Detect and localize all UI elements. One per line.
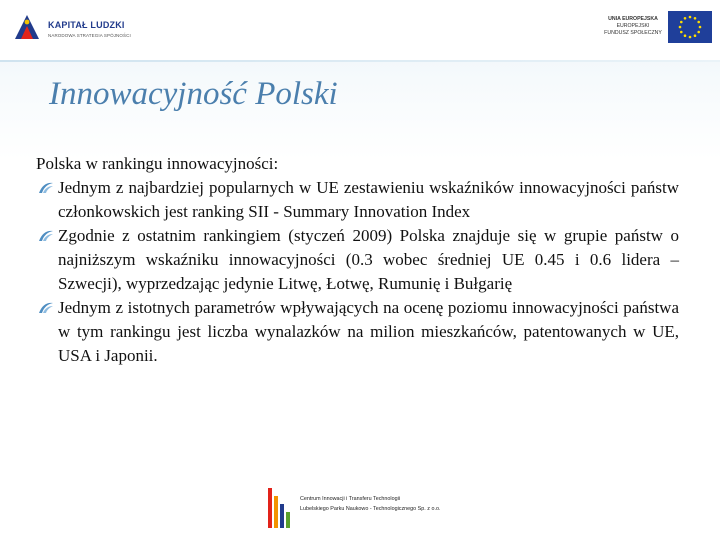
kapital-ludzki-logo-icon: [12, 12, 42, 42]
bullet-text: Zgodnie z ostatnim rankingiem (styczeń 2009) Polska znajduje się w grupie państw o najniższym wskaźniku innowacyjności (0.3 wobec średniej UE 0.45 i 0.6 lidera – Szwecji), wyprzedzając jedynie Litwę, Łotwę, Rumunię i Bułgarię: [58, 226, 679, 293]
bullet-item: [36, 296, 679, 368]
eu-logo: [598, 4, 716, 54]
footer-logo: [266, 484, 460, 536]
eu-flag-icon: [668, 11, 712, 43]
swoosh-bullet-icon: [38, 229, 54, 243]
footer-logo-line1: Centrum Innowacji i Transferu Technologii: [300, 496, 400, 502]
bullet-text: Jednym z istotnych parametrów wpływających na ocenę poziomu innowacyjności państwa w tym rankingu jest liczba wynalazków na milion mieszkańców, patentowanych w UE, USA i Japonii.: [58, 298, 679, 365]
slide-title: Innowacyjność Polski: [49, 76, 338, 112]
footer-logo-line2: Lubelskiego Parku Naukowo - Technologicznego Sp. z o.o.: [300, 506, 441, 512]
swoosh-bullet-icon: [38, 301, 54, 315]
footer-logo-text: [300, 494, 440, 514]
bullet-item: [36, 176, 679, 224]
header-divider: [0, 60, 720, 62]
kapital-ludzki-logo: [8, 4, 131, 54]
content-heading: Polska w rankingu innowacyjności:: [36, 154, 279, 173]
eu-logo-line1: UNIA EUROPEJSKA: [608, 16, 658, 22]
swoosh-bullet-icon: [38, 181, 54, 195]
citt-logo-icon: [266, 484, 296, 534]
eu-logo-line3: FUNDUSZ SPOŁECZNY: [604, 30, 662, 36]
bullet-item: [36, 224, 679, 296]
left-logo-title: KAPITAŁ LUDZKI: [48, 20, 125, 30]
eu-logo-line2: EUROPEJSKI: [616, 23, 650, 29]
eu-logo-text: [604, 16, 662, 37]
bullet-text: Jednym z najbardziej popularnych w UE zestawieniu wskaźników innowacyjności państw członkowskich jest ranking SII - Summary Innovation Index: [58, 178, 679, 221]
left-logo-subtitle: NARODOWA STRATEGIA SPÓJNOŚCI: [48, 33, 131, 38]
slide-content: [36, 152, 679, 368]
